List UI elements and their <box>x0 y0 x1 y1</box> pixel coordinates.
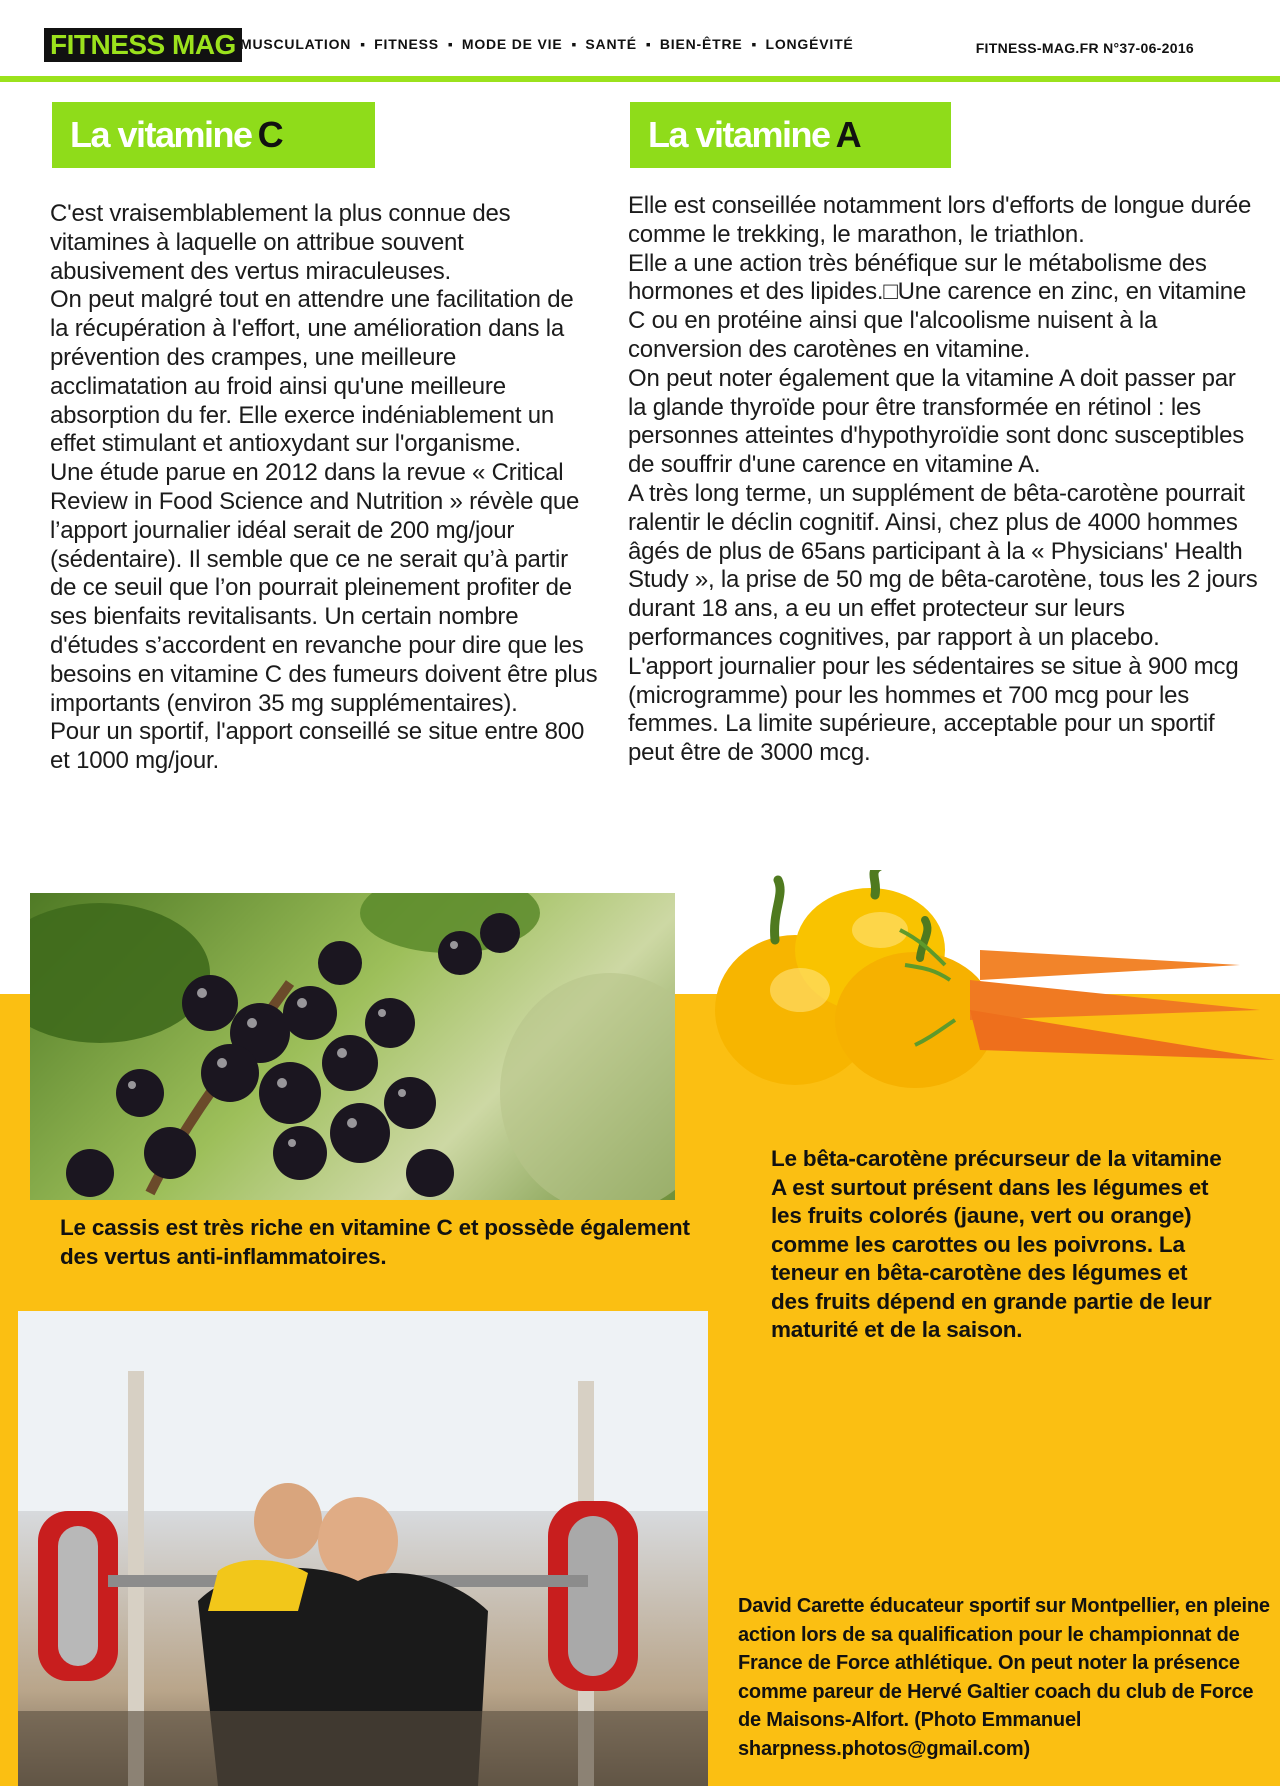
vitamin-c-paragraph: Pour un sportif, l'apport conseillé se situe entre 800 et 1000 mg/jour. <box>50 718 585 775</box>
vitamin-c-paragraph: On peut malgré tout en attendre une facilitation de la récupération à l'effort, une amélioration dans la prévention des crampes, une meilleure acclimatation au froid ainsi qu'une meilleure absorption du fer. Elle exerce indéniablement un effet stimulant et antioxydant sur l'organisme. <box>50 286 574 458</box>
vitamin-c-heading <box>52 102 375 168</box>
vitamin-c-heading-text: La vitamine <box>70 114 252 155</box>
nav-mode-de-vie[interactable]: MODE DE VIE <box>461 36 563 52</box>
vitamin-c-paragraph: C'est vraisemblablement la plus connue des vitamines à laquelle on attribue souvent abusivement des vertus miraculeuses. <box>50 200 511 285</box>
vitamin-a-heading-letter: A <box>835 114 861 155</box>
nav-longevite[interactable]: LONGÉVITÉ <box>765 36 854 52</box>
athlete-caption: David Carette éducateur sportif sur Montpellier, en pleine action lors de sa qualification pour le championnat de France de Force athlétique. On peut noter la présence comme pareur de Hervé Galtier coach du club de Force de Maisons-Alfort. (Photo Emmanuel sharpness.photos@gmail.com) <box>738 1595 1270 1760</box>
nav-separator: ▪ <box>447 36 453 52</box>
nav-separator: ▪ <box>751 36 757 52</box>
nav-separator: ▪ <box>360 36 366 52</box>
beta-carotene-caption: Le bêta-carotène précurseur de la vitamine A est surtout présent dans les légumes et les fruits colorés (jaune, vert ou orange) comme les carottes ou les poivrons. La teneur en bêta-carotène des légumes et des fruits dépend en grande partie de leur maturité et de la saison. <box>771 1146 1222 1342</box>
nav-bien-etre[interactable]: BIEN-ÊTRE <box>659 36 743 52</box>
page-header <box>0 0 1280 84</box>
peppers-carrots-photo <box>700 870 1280 1100</box>
blackcurrant-photo <box>30 893 675 1200</box>
vitamin-a-heading-text: La vitamine <box>648 114 830 155</box>
blackcurrant-caption: Le cassis est très riche en vitamine C et possède également des vertus anti-inflammatoires. <box>60 1215 690 1269</box>
header-divider <box>0 76 1280 82</box>
issue-number: FITNESS-MAG.FR N°37-06-2016 <box>975 40 1194 56</box>
nav-musculation[interactable]: MUSCULATION <box>240 36 352 52</box>
nav-separator: ▪ <box>645 36 651 52</box>
brand-logo[interactable]: FITNESS MAG <box>44 28 242 62</box>
nav-separator: ▪ <box>571 36 577 52</box>
vitamin-c-body <box>50 200 598 776</box>
vitamin-a-paragraph: On peut noter également que la vitamine A doit passer par la glande thyroïde pour être transformée en rétinol : les personnes atteintes d'hypothyroïdie sont donc susceptibles de souffrir d'une carence en vitamine A. <box>628 364 1245 479</box>
vitamin-c-heading-letter: C <box>257 114 283 155</box>
section-nav <box>240 36 854 52</box>
vitamin-a-heading <box>630 102 951 168</box>
nav-sante[interactable]: SANTÉ <box>585 36 637 52</box>
vitamin-c-paragraph: Une étude parue en 2012 dans la revue « Critical Review in Food Science and Nutrition » révèle que l’apport journalier idéal serait de 200 mg/jour (sédentaire). Il semble que ce ne serait qu’à partir de ce seuil que l’on pourrait pleinement profiter de ses bienfaits revitalisants. Un certain nombre d'études s’accordent en revanche pour dire que les besoins en vitamine C des fumeurs doivent être plus importants (environ 35 mg supplémentaires). <box>50 459 598 717</box>
vitamin-a-body <box>628 192 1258 768</box>
vitamin-a-paragraph: L'apport journalier pour les sédentaires se situe à 900 mcg (microgramme) pour les hommes et 700 mcg pour les femmes. La limite supérieure, acceptable pour un sportif peut être de 3000 mcg. <box>628 652 1239 767</box>
vitamin-a-paragraph: Elle a une action très bénéfique sur le métabolisme des hormones et des lipides.□Une carence en zinc, en vitamine C ou en protéine ainsi que l'alcoolisme nuisent à la conversion des carotènes en vitamine. <box>628 249 1247 363</box>
vitamin-a-paragraph: A très long terme, un supplément de bêta-carotène pourrait ralentir le déclin cognitif. Ainsi, chez plus de 4000 hommes âgés de plus de 65ans participant à la « Physicians' Health Study », la prise de 50 mg de bêta-carotène, tous les 2 jours durant 18 ans, a eu un effet protecteur sur leurs performances cognitives, par rapport à un placebo. <box>628 479 1258 651</box>
nav-fitness[interactable]: FITNESS <box>374 36 439 52</box>
vitamin-a-paragraph: Elle est conseillée notamment lors d'efforts de longue durée comme le trekking, le marathon, le triathlon. <box>628 192 1252 248</box>
powerlifting-photo <box>18 1311 708 1786</box>
